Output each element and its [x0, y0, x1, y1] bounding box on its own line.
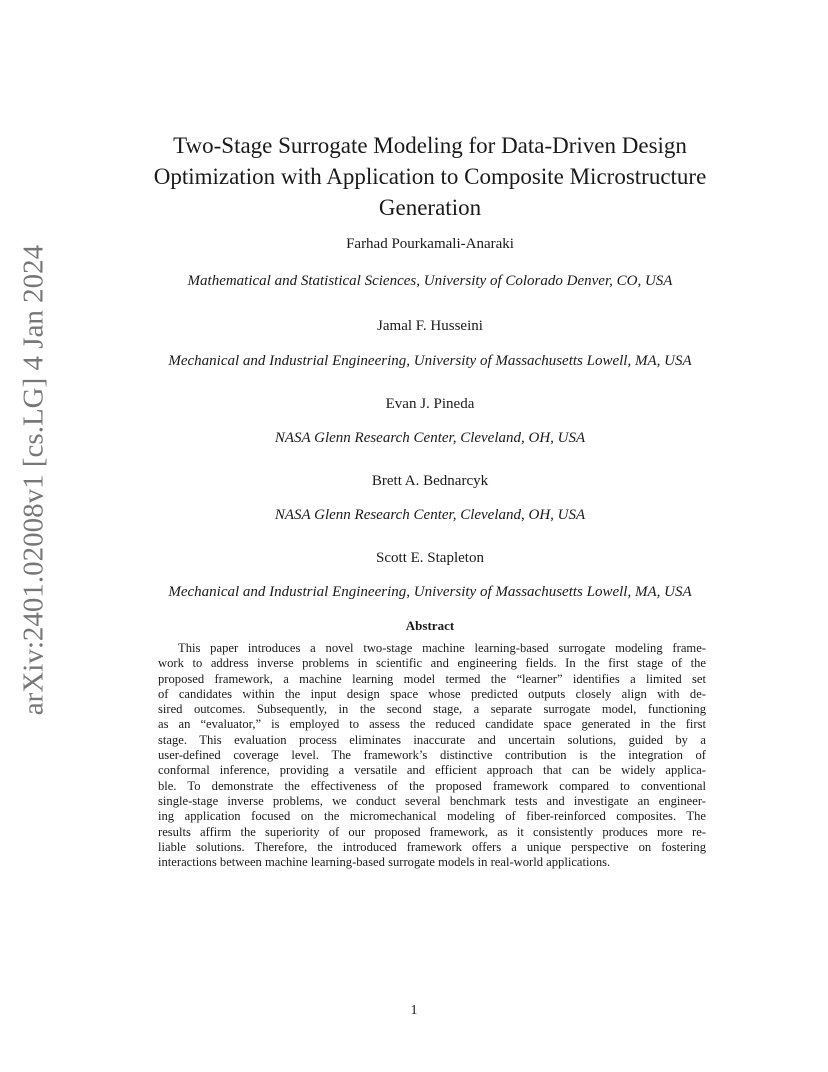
abstract-line: results affirm the superiority of our proposed framework, as it consistently produces more re- [158, 824, 706, 839]
author-affiliation: NASA Glenn Research Center, Cleveland, OH, USA [274, 507, 586, 523]
title-line: Two-Stage Surrogate Modeling for Data-Driven Design [173, 133, 687, 158]
title-line: Optimization with Application to Composite Microstructure [153, 164, 707, 189]
abstract-line: sired outcomes. Subsequently, in the second stage, a separate surrogate model, functioning [158, 702, 706, 717]
abstract-line: stage. This evaluation process eliminates inaccurate and uncertain solutions, guided by a [158, 732, 706, 747]
arxiv-identifier: arXiv:2401.02008v1 [cs.LG] 4 Jan 2024 [17, 244, 50, 716]
abstract-line: conformal inference, providing a versatile and efficient approach that can be widely applica- [158, 763, 706, 778]
author-name: Evan J. Pineda [385, 396, 475, 412]
abstract-line: as an “evaluator,” is employed to assess the reduced candidate space generated in the first [158, 717, 706, 732]
author-affiliation: NASA Glenn Research Center, Cleveland, OH, USA [274, 430, 586, 446]
title-line: Generation [378, 195, 482, 220]
author-name: Brett A. Bednarcyk [371, 473, 489, 489]
author-name: Scott E. Stapleton [376, 550, 484, 566]
abstract-line: ing application focused on the micromechanical modeling of fiber-reinforced composites. The [158, 809, 706, 824]
abstract-line: ble. To demonstrate the effectiveness of the proposed framework compared to conventional [158, 778, 706, 793]
abstract-line: work to address inverse problems in scientific and engineering fields. In the first stage of the [158, 656, 706, 671]
abstract-line: user-defined coverage level. The framework’s distinctive contribution is the integration of [158, 748, 706, 763]
abstract-line: interactions between machine learning-based surrogate models in real-world applications. [158, 855, 611, 870]
abstract-line: proposed framework, a machine learning model termed the “learner” identifies a limited set [158, 671, 706, 686]
abstract-body [158, 641, 706, 870]
paper-title [100, 130, 760, 223]
author-name: Jamal F. Husseini [377, 318, 483, 334]
author-affiliation: Mathematical and Statistical Sciences, University of Colorado Denver, CO, USA [187, 273, 673, 289]
abstract-line: single-stage inverse problems, we conduct several benchmark tests and investigate an engineer- [158, 793, 706, 808]
arxiv-sidebar-stamp [14, 244, 54, 716]
author-affiliation: Mechanical and Industrial Engineering, University of Massachusetts Lowell, MA, USA [168, 584, 692, 600]
author-affiliation: Mechanical and Industrial Engineering, University of Massachusetts Lowell, MA, USA [168, 353, 692, 369]
abstract-line: liable solutions. Therefore, the introduced framework offers a unique perspective on fostering [158, 839, 706, 854]
abstract-line: of candidates within the input design space whose predicted outputs closely align with de- [158, 686, 706, 701]
page-number: 1 [410, 1003, 418, 1018]
author-name: Farhad Pourkamali-Anaraki [346, 236, 514, 252]
abstract-heading: Abstract [405, 618, 455, 633]
abstract-line: This paper introduces a novel two-stage machine learning-based surrogate modeling frame- [178, 641, 706, 655]
